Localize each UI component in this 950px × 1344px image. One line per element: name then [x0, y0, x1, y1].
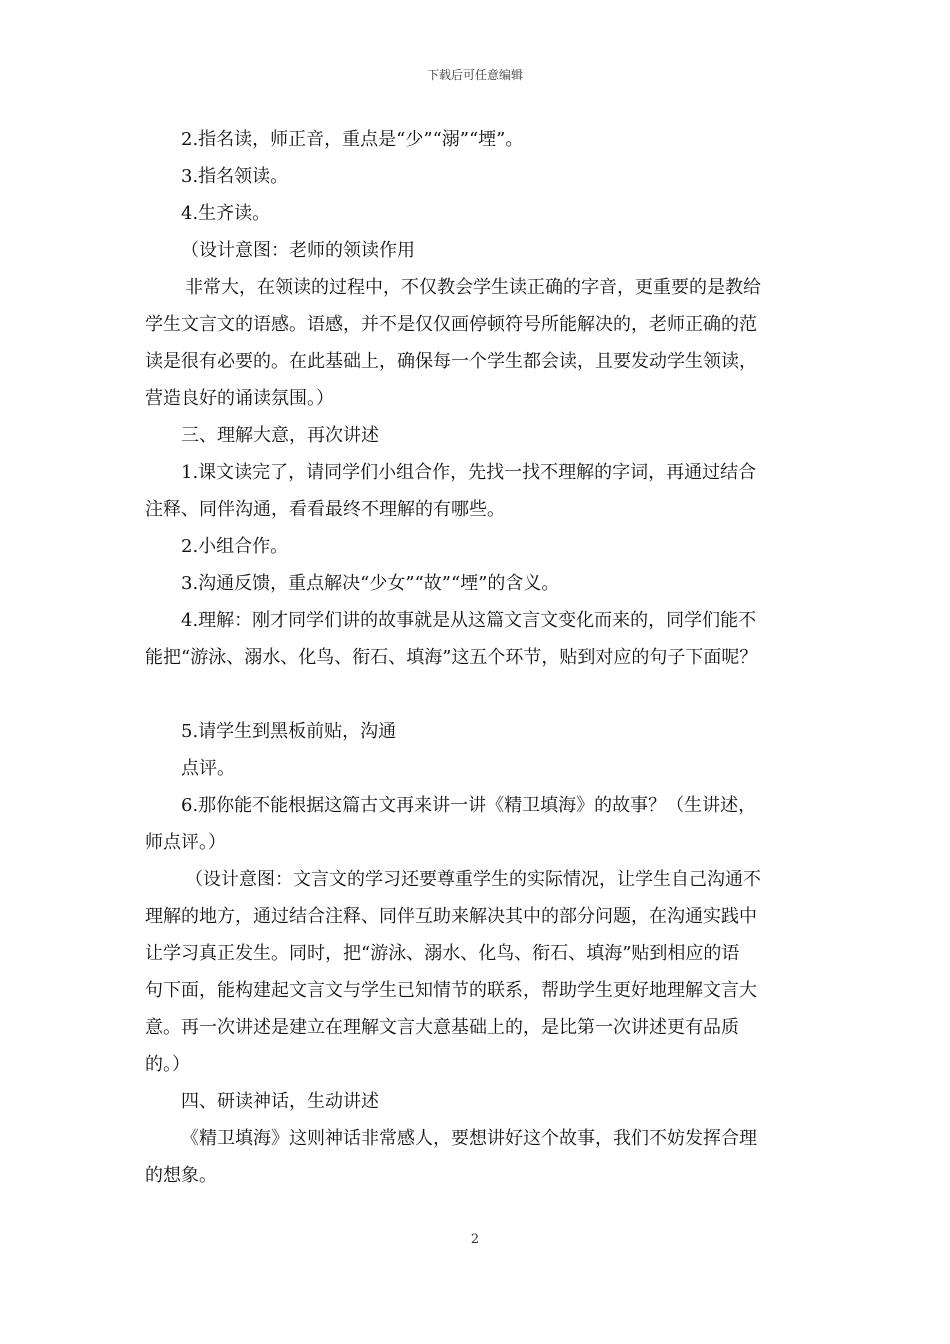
blank-line: [145, 676, 815, 713]
paragraph-line: 读是很有必要的。在此基础上，确保每一个学生都会读，且要发动学生领读，: [145, 351, 757, 372]
paragraph-line: 1.课文读完了，请同学们小组合作，先找一找不理解的字词，再通过结合: [181, 462, 757, 483]
paragraph-line: 点评。: [181, 758, 235, 779]
paragraph-line: 理解的地方，通过结合注释、同伴互助来解决其中的部分问题，在沟通实践中: [145, 906, 757, 927]
paragraph-line: 句下面，能构建起文言文与学生已知情节的联系，帮助学生更好地理解文言大: [145, 980, 757, 1001]
section-heading: 三、理解大意，再次讲述: [181, 425, 379, 446]
paragraph-line: 6.那你能不能根据这篇古文再来讲一讲《精卫填海》的故事？（生讲述，: [181, 795, 757, 816]
paragraph-line: 注释、同伴沟通，看看最终不理解的有哪些。: [145, 499, 505, 520]
paragraph-line: 意。再一次讲述是建立在理解文言大意基础上的，是比第一次讲述更有品质: [145, 1017, 739, 1038]
paragraph-line: 3.指名领读。: [181, 166, 289, 187]
page-number: 2: [470, 1232, 480, 1247]
paragraph-line: 营造良好的诵读氛围。）: [145, 388, 334, 409]
paragraph-line: 2.小组合作。: [181, 536, 289, 557]
paragraph-line: 4.生齐读。: [181, 203, 271, 224]
paragraph-line: 非常大，在领读的过程中，不仅教会学生读正确的字音，更重要的是教给: [185, 277, 761, 298]
paragraph-line: 的想象。: [145, 1165, 217, 1186]
paragraph-line: 能把“游泳、溺水、化鸟、衔石、填海”这五个环节，贴到对应的句子下面呢？: [145, 647, 758, 668]
document-body: [145, 121, 815, 1194]
paragraph-line: 4.理解：刚才同学们讲的故事就是从这篇文言文变化而来的，同学们能不: [181, 610, 757, 631]
page-header: 下载后可任意编辑: [426, 68, 523, 82]
paragraph-line: 学生文言文的语感。语感，并不是仅仅画停顿符号所能解决的，老师正确的范: [145, 314, 757, 335]
paragraph-line: 3.沟通反馈，重点解决“少女”“故”“堙”的含义。: [181, 573, 560, 594]
paragraph-line: 2.指名读，师正音，重点是“少”“溺”“堙”。: [181, 129, 524, 150]
paragraph-line: （设计意图：文言文的学习还要尊重学生的实际情况，让学生自己沟通不: [185, 869, 761, 890]
paragraph-line: 让学习真正发生。同时，把“游泳、溺水、化鸟、衔石、填海”贴到相应的语: [145, 943, 740, 964]
paragraph-line: 《精卫填海》这则神话非常感人，要想讲好这个故事，我们不妨发挥合理: [181, 1128, 757, 1149]
paragraph-line: （设计意图：老师的领读作用: [181, 240, 415, 261]
section-heading: 四、研读神话，生动讲述: [181, 1091, 379, 1112]
paragraph-line: 5.请学生到黑板前贴，沟通: [181, 721, 397, 742]
paragraph-line: 师点评。）: [145, 832, 226, 853]
paragraph-line: 的。）: [145, 1054, 190, 1075]
